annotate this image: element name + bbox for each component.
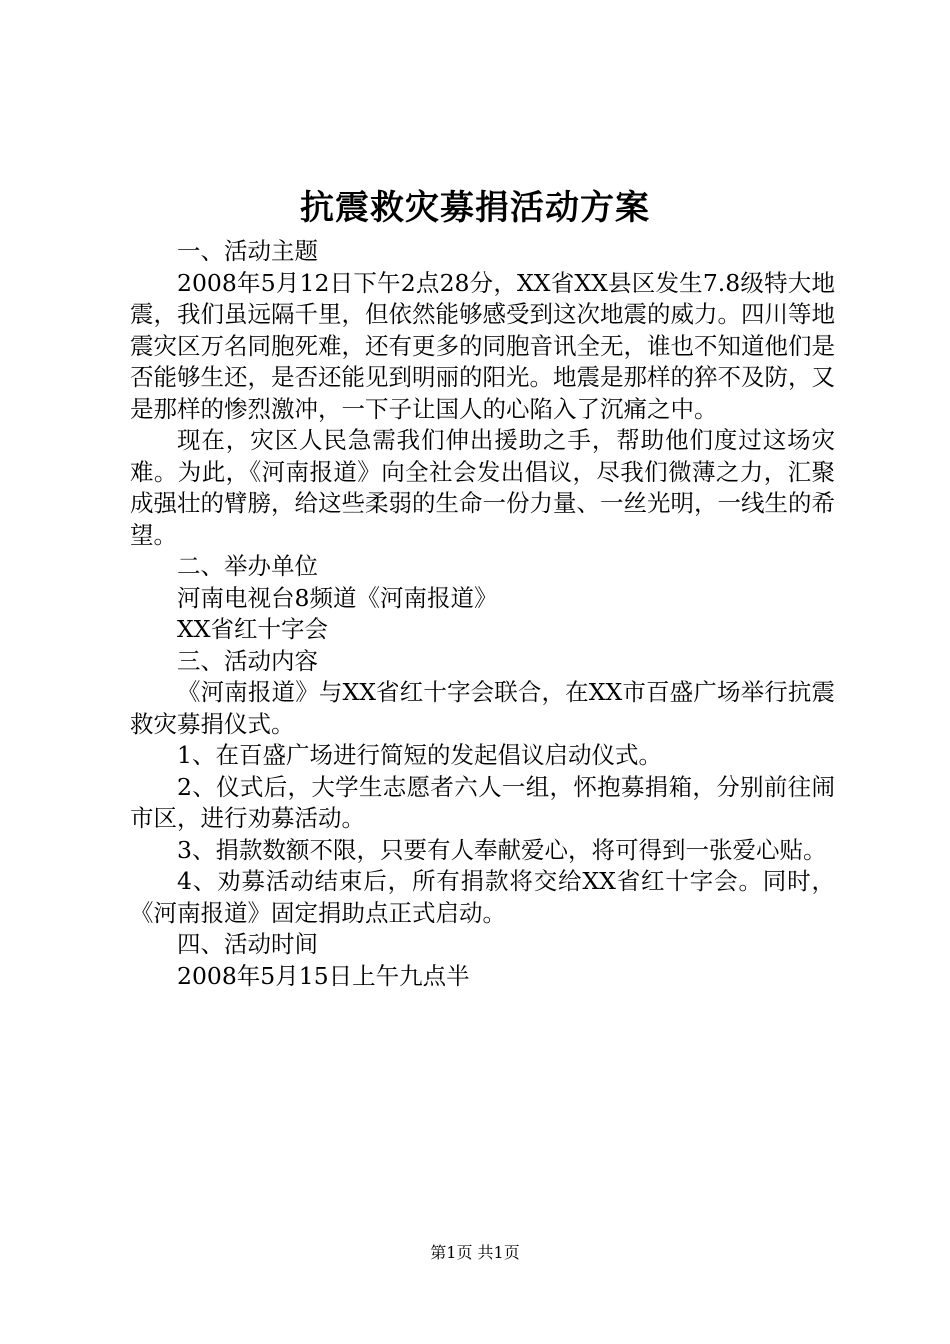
section-heading-organizers: 二、举办单位 bbox=[177, 552, 318, 580]
content-item: 2、仪式后，大学生志愿者六人一组，怀抱募捐箱，分别前往闹市区，进行劝募活动。 bbox=[130, 772, 835, 832]
content-item: 1、在百盛广场进行简短的发起倡议启动仪式。 bbox=[177, 741, 662, 769]
organizer-item: 河南电视台8频道《河南报道》 bbox=[177, 583, 498, 612]
section-heading-time: 四、活动时间 bbox=[177, 930, 318, 958]
paragraph-content-intro: 《河南报道》与XX省红十字会联合，在XX市百盛广场举行抗震救灾募捐仪式。 bbox=[130, 678, 835, 738]
content-item: 3、捐款数额不限，只要有人奉献爱心，将可得到一张爱心贴。 bbox=[177, 835, 827, 864]
paragraph-theme-appeal: 现在，灾区人民急需我们伸出援助之手，帮助他们度过这场灾难。为此，《河南报道》向全社会发出倡议，尽我们微薄之力，汇聚成强壮的臂膀，给这些柔弱的生命一份力量、一丝光明，一线生的希望。 bbox=[130, 426, 835, 549]
page-footer: 第1页 共1页 bbox=[430, 1243, 520, 1262]
organizer-item: XX省红十字会 bbox=[177, 615, 328, 643]
event-time: 2008年5月15日上午九点半 bbox=[177, 961, 470, 990]
paragraph-theme-background: 2008年5月12日下午2点28分，XX省XX县区发生7.8级特大地震，我们虽远隔千里，但依然能够感受到这次地震的威力。四川等地震灾区万名同胞死难，还有更多的同胞音讯全无，谁也不知道他们是否能够生还，是否还能见到明丽的阳光。地震是那样的猝不及防，又是那样的惨烈激冲，一下子让国人的心陷入了沉痛之中。 bbox=[130, 268, 835, 423]
document-title: 抗震救灾募捐活动方案 bbox=[300, 188, 650, 228]
section-heading-theme: 一、活动主题 bbox=[177, 237, 318, 265]
document-body bbox=[130, 236, 835, 992]
section-heading-content: 三、活动内容 bbox=[177, 646, 318, 675]
content-item: 4、劝募活动结束后，所有捐款将交给XX省红十字会。同时，《河南报道》固定捐助点正式启动。 bbox=[130, 867, 835, 927]
